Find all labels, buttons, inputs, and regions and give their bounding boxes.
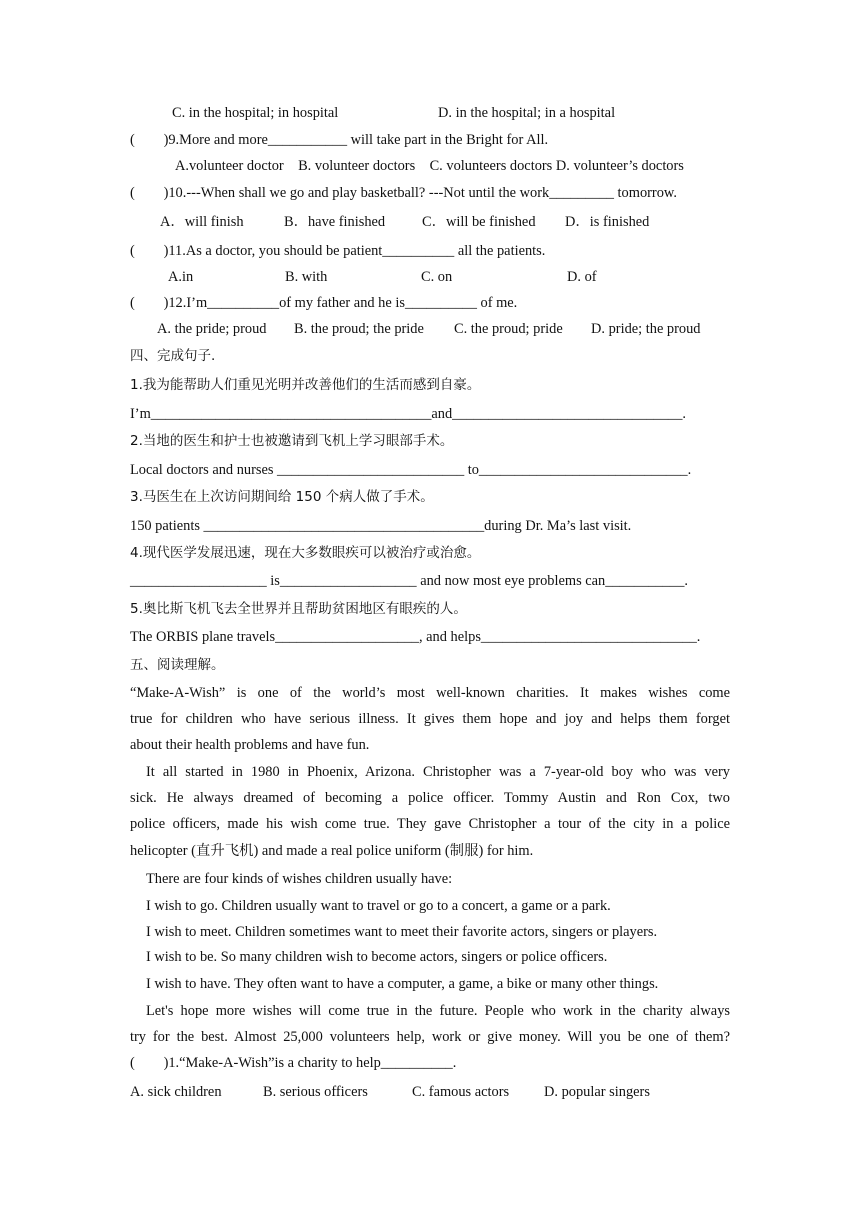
- s4-item5-chinese: 5.奥比斯飞机飞去全世界并且帮助贫困地区有眼疾的人。: [130, 601, 467, 617]
- q12-option-a: A. the pride; proud: [157, 321, 267, 337]
- passage-p2-line2: sick. He always dreamed of becoming a police officer. Tommy Austin and Ron Cox, two: [130, 790, 730, 806]
- passage-p8-line2: try for the best. Almost 25,000 volunteers help, work or give money. Will you be one of them?: [130, 1029, 730, 1045]
- reading-q1-option-d: D. popular singers: [544, 1084, 650, 1100]
- q10-option-c: C．will be finished: [422, 214, 536, 230]
- q12-option-c: C. the proud; pride: [454, 321, 563, 337]
- passage-p2-line4: helicopter (直升飞机) and made a real police uniform (制服) for him.: [130, 843, 534, 859]
- q12-option-b: B. the proud; the pride: [294, 321, 424, 337]
- passage-p1-line1: “Make-A-Wish” is one of the world’s most well-known charities. It makes wishes come: [130, 685, 730, 701]
- s4-item5-english: The ORBIS plane travels____________________, and helps______________________________.: [130, 629, 701, 645]
- q9-stem: ( )9.More and more___________ will take part in the Bright for All.: [130, 132, 549, 148]
- passage-p6: I wish to be. So many children wish to become actors, singers or police officers.: [146, 949, 608, 965]
- passage-p7: I wish to have. They often want to have a computer, a game, a bike or many other things.: [146, 976, 659, 992]
- passage-p5: I wish to meet. Children sometimes want to meet their favorite actors, singers or players.: [146, 924, 658, 940]
- section4-heading: 四、完成句子.: [130, 348, 216, 364]
- s4-item2-chinese: 2.当地的医生和护士也被邀请到飞机上学习眼部手术。: [130, 433, 454, 449]
- q10-option-d: D．is finished: [565, 214, 650, 230]
- reading-q1-option-c: C. famous actors: [412, 1084, 510, 1100]
- q10-option-b: B．have finished: [284, 214, 386, 230]
- s4-item3-english: 150 patients _______________________________________during Dr. Ma’s last visit.: [130, 518, 632, 534]
- q11-option-a: A.in: [168, 269, 194, 285]
- q11-option-d: D. of: [567, 269, 597, 285]
- passage-p3: There are four kinds of wishes children usually have:: [146, 871, 453, 887]
- q10-stem: ( )10.---When shall we go and play basketball? ---Not until the work_________ tomorrow.: [130, 185, 677, 201]
- q11-stem: ( )11.As a doctor, you should be patient__________ all the patients.: [130, 243, 546, 259]
- s4-item4-chinese: 4.现代医学发展迅速，现在大多数眼疾可以被治疗或治愈。: [130, 545, 481, 561]
- passage-p2-line1: It all started in 1980 in Phoenix, Arizona. Christopher was a 7-year-old boy who was very: [146, 764, 730, 780]
- q12-stem: ( )12.I’m__________of my father and he is__________ of me.: [130, 295, 518, 311]
- q8-option-c: C. in the hospital; in hospital: [172, 105, 339, 121]
- q9-options: A.volunteer doctor B. volunteer doctors C. volunteers doctors D. volunteer’s doctors: [175, 158, 684, 174]
- s4-item2-english: Local doctors and nurses __________________________ to_____________________________.: [130, 462, 692, 478]
- passage-p4: I wish to go. Children usually want to travel or go to a concert, a game or a park.: [146, 898, 611, 914]
- reading-q1-stem: ( )1.“Make-A-Wish”is a charity to help__________.: [130, 1055, 457, 1071]
- q11-option-b: B. with: [285, 269, 328, 285]
- q8-option-d: D. in the hospital; in a hospital: [438, 105, 616, 121]
- reading-q1-option-a: A. sick children: [130, 1084, 222, 1100]
- passage-p2-line3: police officers, made his wish come true. They gave Christopher a tour of the city in a police: [130, 816, 730, 832]
- s4-item1-chinese: 1.我为能帮助人们重见光明并改善他们的生活而感到自豪。: [130, 377, 481, 393]
- passage-p8-line1: Let's hope more wishes will come true in the future. People who work in the charity always: [146, 1003, 730, 1019]
- reading-q1-option-b: B. serious officers: [263, 1084, 368, 1100]
- passage-p1-line2: true for children who have serious illness. It gives them hope and joy and helps them forget: [130, 711, 730, 727]
- q10-option-a: A．will finish: [160, 214, 244, 230]
- s4-item3-chinese: 3.马医生在上次访问期间给 150 个病人做了手术。: [130, 489, 434, 505]
- section5-heading: 五、阅读理解。: [130, 657, 225, 673]
- q11-option-c: C. on: [421, 269, 453, 285]
- s4-item1-english: I’m_______________________________________and________________________________.: [130, 406, 687, 422]
- passage-p1-line3: about their health problems and have fun.: [130, 737, 370, 753]
- q12-option-d: D. pride; the proud: [591, 321, 701, 337]
- s4-item4-english: ___________________ is___________________ and now most eye problems can___________.: [130, 573, 688, 589]
